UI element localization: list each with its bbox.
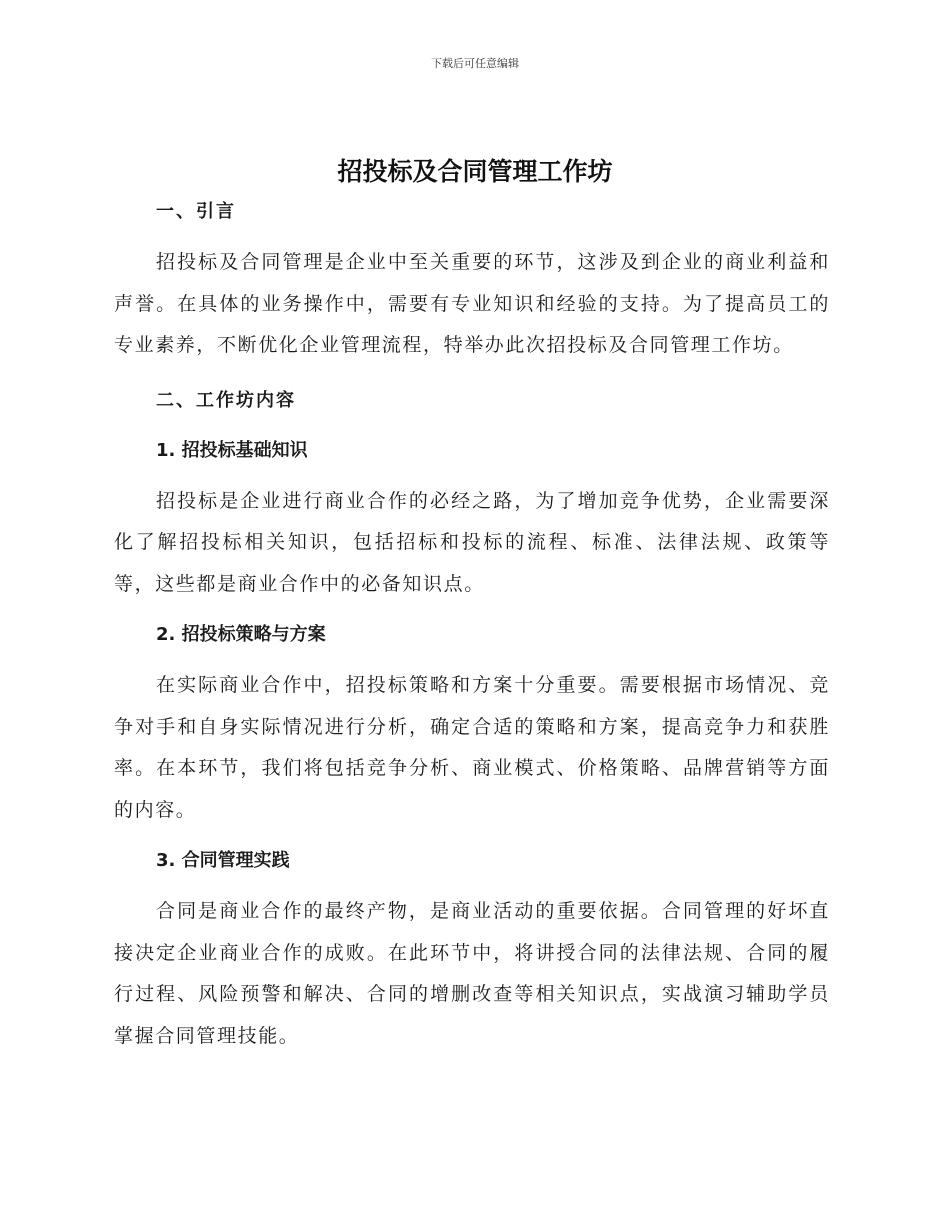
intro-paragraph: 招投标及合同管理是企业中至关重要的环节，这涉及到企业的商业利益和声誉。在具体的业务操作中，需要有专业知识和经验的支持。为了提高员工的专业素养，不断优化企业管理流程，特举办此次招投标及合同管理工作坊。 (114, 251, 830, 356)
page-header-note: 下载后可任意编辑 (431, 57, 519, 70)
document-title: 招投标及合同管理工作坊 (337, 157, 613, 186)
section-heading-intro: 一、引言 (156, 201, 236, 222)
document-body (114, 192, 830, 1057)
subsection-paragraph-2: 在实际商业合作中，招投标策略和方案十分重要。需要根据市场情况、竞争对手和自身实际情况进行分析，确定合适的策略和方案，提高竞争力和获胜率。在本环节，我们将包括竞争分析、商业模式、价格策略、品牌营销等方面的内容。 (114, 674, 830, 821)
subsection-heading-1: 1. 招投标基础知识 (156, 439, 308, 461)
subsection-heading-3: 3. 合同管理实践 (156, 850, 290, 871)
subsection-paragraph-1: 招投标是企业进行商业合作的必经之路，为了增加竞争优势，企业需要深化了解招投标相关知识，包括招标和投标的流程、标准、法律法规、政策等等，这些都是商业合作中的必备知识点。 (114, 489, 830, 595)
section-heading-content: 二、工作坊内容 (156, 389, 296, 411)
subsection-paragraph-3: 合同是商业合作的最终产物，是商业活动的重要依据。合同管理的好坏直接决定企业商业合作的成败。在此环节中，将讲授合同的法律法规、合同的履行过程、风险预警和解决、合同的增删改查等相关知识点，实战演习辅助学员掌握合同管理技能。 (114, 900, 830, 1047)
subsection-heading-2: 2. 招投标策略与方案 (156, 624, 326, 645)
